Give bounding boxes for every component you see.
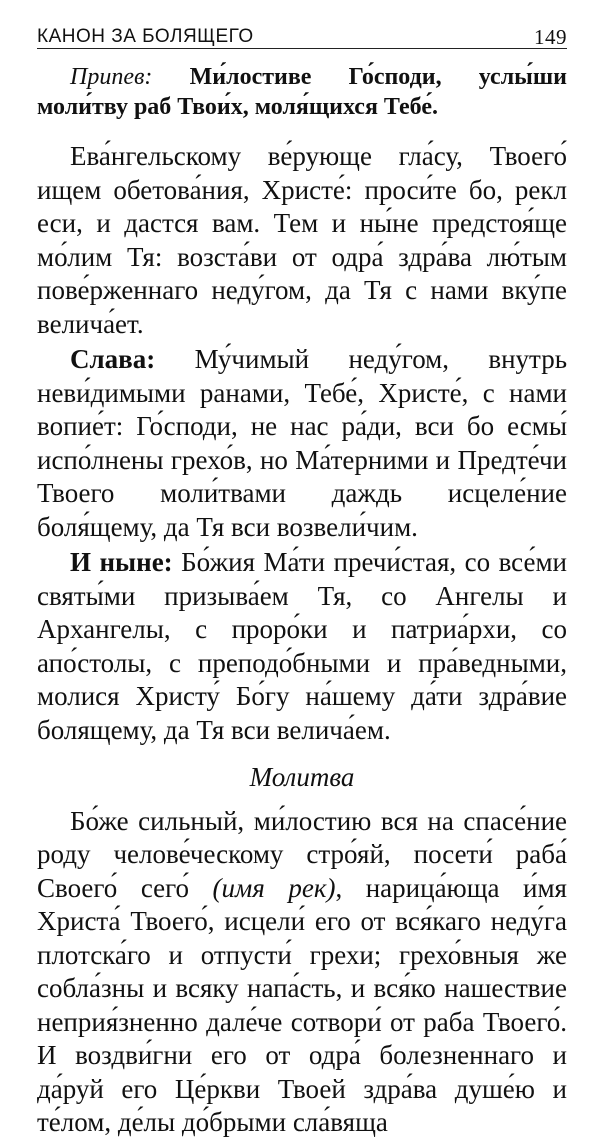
now-and-ever-label: И ныне: bbox=[70, 547, 173, 577]
running-header bbox=[37, 24, 567, 49]
refrain-text: Ми́лостиве Го́споди, услы́ши моли́тву раб Твои́х, моля́щихся Тебе́. bbox=[37, 64, 568, 120]
now-and-ever-text: Бо́жия Ма́ти пречи́стая, со все́ми святы́ми призыва́ем Тя, со Ангелы и Архангелы, с проро́ки и патриа́рхи, со апо́столы, с преподо́бными и пра́ведными, молися Христу́ Бо́гу на́шему да́ти здра́вие болящему, да Тя вси велича́ем. bbox=[37, 547, 568, 745]
running-title: КАНОН ЗА БОЛЯЩЕГО bbox=[37, 26, 254, 47]
prayer-text-part1: Бо́же сильный, ми́лостию вся на спасе́ние роду челове́ческому стро́яй, посети́ раба́ Своего́ сего́ bbox=[37, 805, 567, 903]
troparion-text: Ева́нгельскому ве́рующе гла́су, Твоего́ ищем обетова́ния, Христе́: проси́те бо, рекл еси, и дастся вам. Тем и ны́не предстоя́ще мо́лим Тя: возста́ви от одра́ здра́ва лю́тым пове́рженнаго неду́гом, да Тя с нами вку́пе велича́ет. bbox=[37, 141, 567, 339]
glory-label: Слава: bbox=[70, 344, 156, 374]
page-number: 149 bbox=[534, 25, 567, 49]
prayer-heading: Молитва bbox=[249, 762, 355, 792]
body-text bbox=[37, 62, 567, 1140]
glory-text: Му́чимый неду́гом, внутрь неви́димыми ранами, Тебе́, Христе́, с нами вопие́т: Го́споди, не нас ра́ди, вси бо есмы́ испо́лнены грехо́в, но Ма́терними и Предте́чи Твоего моли́твами даждь исцеле́ние боля́щему, да Тя вси возвели́чим. bbox=[37, 344, 568, 542]
glory-paragraph bbox=[37, 343, 567, 544]
refrain-label: Припев: bbox=[70, 64, 153, 90]
refrain bbox=[37, 62, 567, 122]
prayer-text-part2: , нарица́юща и́мя Христа́ Твоего́, исцели́ его от вся́каго неду́га плотска́го и отпусти́ грехи; грехо́вныя же собла́зны и всяку напа́сть, и вся́ко нашествие неприя́зненно дале́че сотвори́ от раба Твоего́. И воздви́гни его от одра́ болезненнаго и да́руй его Це́ркви Твоей здра́ва душе́ю и те́лом, де́лы до́брыми сла́вяща bbox=[37, 872, 567, 1137]
troparion-paragraph bbox=[37, 140, 567, 341]
prayer-paragraph bbox=[37, 805, 567, 1140]
name-placeholder: (имя рек) bbox=[212, 872, 336, 903]
now-and-ever-paragraph bbox=[37, 546, 567, 747]
